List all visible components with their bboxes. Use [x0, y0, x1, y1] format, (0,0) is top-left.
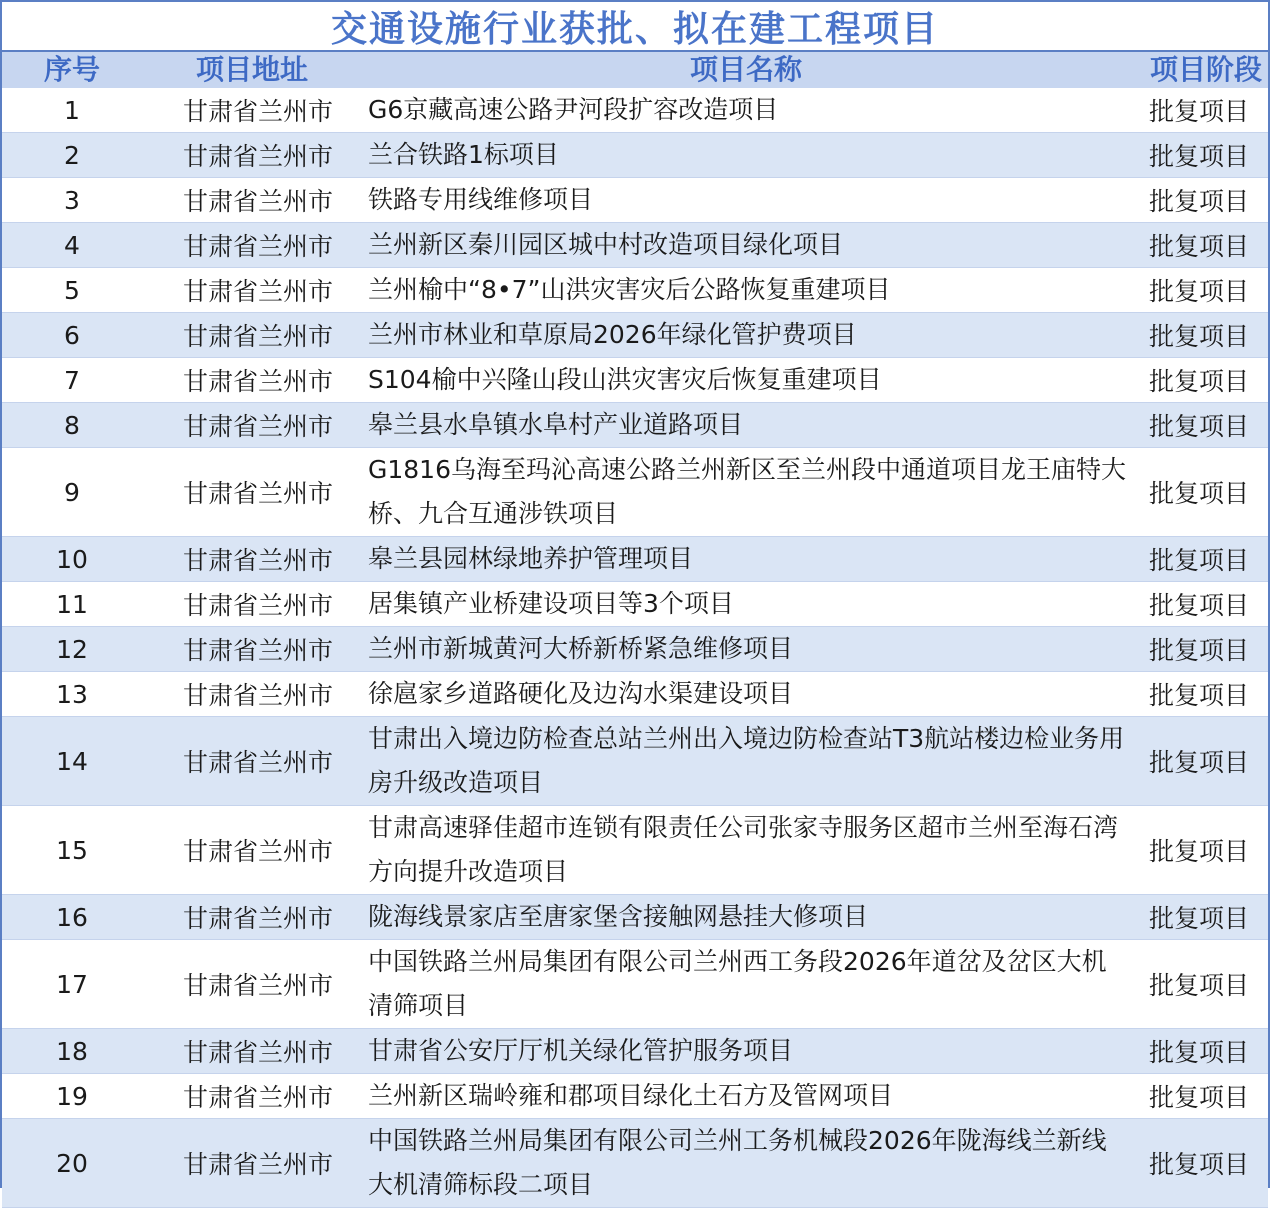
table-row — [2, 672, 1268, 717]
table-body — [2, 88, 1268, 1208]
row-name: 居集镇产业桥建设项目等3个项目 — [362, 582, 1130, 627]
table-row — [2, 627, 1268, 672]
table-row — [2, 1074, 1268, 1119]
row-name: 中国铁路兰州局集团有限公司兰州工务机械段2026年陇海线兰新线大机清筛标段二项目 — [362, 1119, 1130, 1208]
row-no: 8 — [2, 403, 142, 448]
row-stage: 批复项目 — [1130, 313, 1268, 358]
row-name: 兰州榆中“8•7”山洪灾害灾后公路恢复重建项目 — [362, 268, 1130, 313]
table-row — [2, 717, 1268, 806]
row-name: 兰合铁路1标项目 — [362, 133, 1130, 178]
table-row — [2, 1029, 1268, 1074]
row-address: 甘肃省兰州市 — [142, 1029, 362, 1074]
row-stage: 批复项目 — [1130, 403, 1268, 448]
row-no: 13 — [2, 672, 142, 717]
table-row — [2, 895, 1268, 940]
header-address: 项目地址 — [195, 53, 308, 86]
row-stage: 批复项目 — [1130, 582, 1268, 627]
header-no: 序号 — [43, 53, 100, 86]
row-name: 徐扈家乡道路硬化及边沟水渠建设项目 — [362, 672, 1130, 717]
row-address: 甘肃省兰州市 — [142, 1074, 362, 1119]
row-no: 3 — [2, 178, 142, 223]
row-no: 14 — [2, 717, 142, 806]
row-name: 皋兰县园林绿地养护管理项目 — [362, 537, 1130, 582]
table-row — [2, 448, 1268, 537]
row-stage: 批复项目 — [1130, 806, 1268, 895]
row-address: 甘肃省兰州市 — [142, 806, 362, 895]
row-no: 16 — [2, 895, 142, 940]
header-name: 项目名称 — [689, 53, 802, 86]
row-stage: 批复项目 — [1130, 223, 1268, 268]
row-address: 甘肃省兰州市 — [142, 88, 362, 133]
row-stage: 批复项目 — [1130, 1119, 1268, 1208]
table-row — [2, 403, 1268, 448]
row-stage: 批复项目 — [1130, 268, 1268, 313]
row-no: 5 — [2, 268, 142, 313]
table-row — [2, 313, 1268, 358]
row-name: 甘肃省公安厅厅机关绿化管护服务项目 — [362, 1029, 1130, 1074]
row-name: 陇海线景家店至唐家堡含接触网悬挂大修项目 — [362, 895, 1130, 940]
row-name: G1816乌海至玛沁高速公路兰州新区至兰州段中通道项目龙王庙特大桥、九合互通涉铁项目 — [362, 448, 1130, 537]
row-address: 甘肃省兰州市 — [142, 358, 362, 403]
row-no: 4 — [2, 223, 142, 268]
row-address: 甘肃省兰州市 — [142, 1119, 362, 1208]
table-title: 交通设施行业获批、拟在建工程项目 — [2, 2, 1268, 52]
row-address: 甘肃省兰州市 — [142, 582, 362, 627]
row-name: 铁路专用线维修项目 — [362, 178, 1130, 223]
row-no: 19 — [2, 1074, 142, 1119]
row-stage: 批复项目 — [1130, 133, 1268, 178]
row-address: 甘肃省兰州市 — [142, 133, 362, 178]
row-address: 甘肃省兰州市 — [142, 448, 362, 537]
row-address: 甘肃省兰州市 — [142, 627, 362, 672]
row-no: 18 — [2, 1029, 142, 1074]
row-stage: 批复项目 — [1130, 1074, 1268, 1119]
table-row — [2, 268, 1268, 313]
table-row — [2, 940, 1268, 1029]
row-stage: 批复项目 — [1130, 672, 1268, 717]
header-stage: 项目阶段 — [1149, 53, 1262, 86]
row-no: 12 — [2, 627, 142, 672]
row-no: 1 — [2, 88, 142, 133]
table-row — [2, 537, 1268, 582]
row-address: 甘肃省兰州市 — [142, 940, 362, 1029]
row-address: 甘肃省兰州市 — [142, 403, 362, 448]
row-address: 甘肃省兰州市 — [142, 895, 362, 940]
row-name: 皋兰县水阜镇水阜村产业道路项目 — [362, 403, 1130, 448]
row-address: 甘肃省兰州市 — [142, 268, 362, 313]
row-no: 9 — [2, 448, 142, 537]
table-row — [2, 178, 1268, 223]
header-row — [2, 52, 1268, 88]
table-row — [2, 223, 1268, 268]
row-no: 2 — [2, 133, 142, 178]
row-stage: 批复项目 — [1130, 940, 1268, 1029]
row-name: G6京藏高速公路尹河段扩容改造项目 — [362, 88, 1130, 133]
table-row — [2, 806, 1268, 895]
row-name: 甘肃出入境边防检查总站兰州出入境边防检查站T3航站楼边检业务用房升级改造项目 — [362, 717, 1130, 806]
row-name: 中国铁路兰州局集团有限公司兰州西工务段2026年道岔及岔区大机清筛项目 — [362, 940, 1130, 1029]
row-no: 17 — [2, 940, 142, 1029]
row-stage: 批复项目 — [1130, 537, 1268, 582]
row-stage: 批复项目 — [1130, 627, 1268, 672]
row-stage: 批复项目 — [1130, 448, 1268, 537]
row-stage: 批复项目 — [1130, 717, 1268, 806]
row-no: 20 — [2, 1119, 142, 1208]
table-row — [2, 358, 1268, 403]
row-name: 兰州新区秦川园区城中村改造项目绿化项目 — [362, 223, 1130, 268]
row-name: 甘肃高速驿佳超市连锁有限责任公司张家寺服务区超市兰州至海石湾方向提升改造项目 — [362, 806, 1130, 895]
row-no: 6 — [2, 313, 142, 358]
row-address: 甘肃省兰州市 — [142, 313, 362, 358]
row-name: 兰州市林业和草原局2026年绿化管护费项目 — [362, 313, 1130, 358]
row-stage: 批复项目 — [1130, 358, 1268, 403]
row-address: 甘肃省兰州市 — [142, 672, 362, 717]
row-address: 甘肃省兰州市 — [142, 537, 362, 582]
table-row — [2, 133, 1268, 178]
row-no: 15 — [2, 806, 142, 895]
row-name: 兰州新区瑞岭雍和郡项目绿化土石方及管网项目 — [362, 1074, 1130, 1119]
row-stage: 批复项目 — [1130, 88, 1268, 133]
row-no: 10 — [2, 537, 142, 582]
row-address: 甘肃省兰州市 — [142, 717, 362, 806]
table-row — [2, 582, 1268, 627]
row-name: 兰州市新城黄河大桥新桥紧急维修项目 — [362, 627, 1130, 672]
row-address: 甘肃省兰州市 — [142, 178, 362, 223]
row-address: 甘肃省兰州市 — [142, 223, 362, 268]
row-stage: 批复项目 — [1130, 1029, 1268, 1074]
row-no: 7 — [2, 358, 142, 403]
project-table — [2, 52, 1268, 1208]
table-row — [2, 1119, 1268, 1208]
row-name: S104榆中兴隆山段山洪灾害灾后恢复重建项目 — [362, 358, 1130, 403]
table-row — [2, 88, 1268, 133]
row-stage: 批复项目 — [1130, 178, 1268, 223]
row-no: 11 — [2, 582, 142, 627]
row-stage: 批复项目 — [1130, 895, 1268, 940]
